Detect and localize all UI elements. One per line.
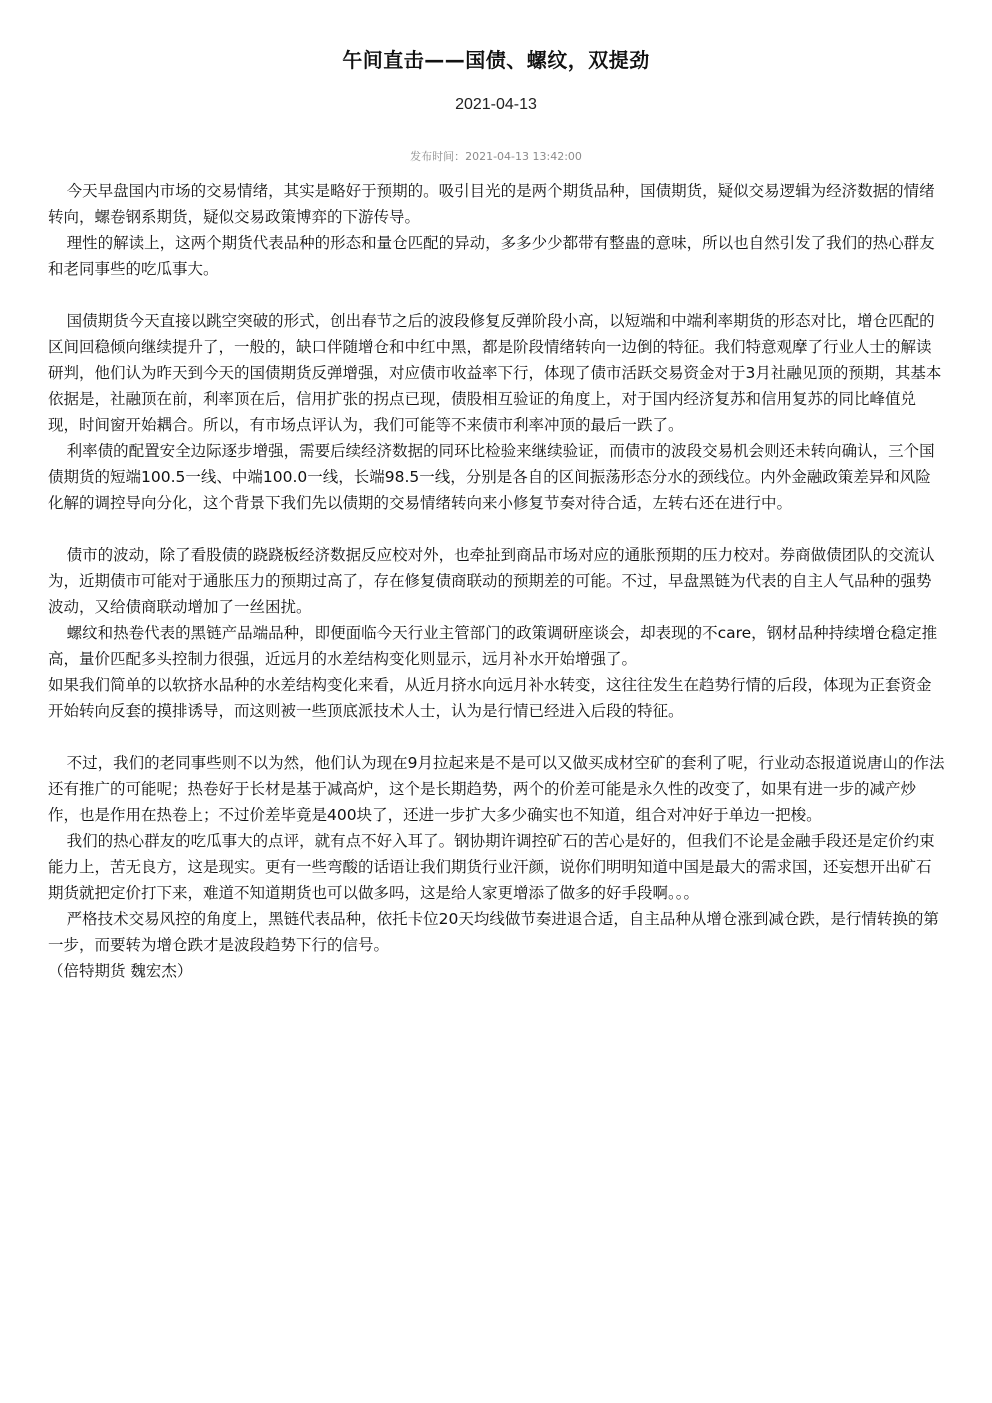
paragraph-5: 债市的波动，除了看股债的跷跷板经济数据反应校对外，也牵扯到商品市场对应的通胀预期的压力校对。券商做债团队的交流认为，近期债市可能对于通胀压力的预期过高了，存在修复债商联动的预期差的可能。不过，早盘黑链为代表的自主人气品种的强势波动，又给债商联动增加了一丝困扰。: [48, 546, 935, 616]
paragraph-4: 利率债的配置安全边际逐步增强，需要后续经济数据的同环比检验来继续验证，而债市的波段交易机会则还未转向确认，三个国债期货的短端100.5一线、中端100.0一线，长端98.5一线，分别是各自的区间振荡形态分水的颈线位。内外金融政策差异和风险化解的调控导向分化，这个背景下我们先以债期的交易情绪转向来小修复节奏对待合适，左转右还在进行中。: [48, 442, 935, 512]
publish-time: 发布时间：2021-04-13 13:42:00: [410, 150, 582, 163]
paragraph-10: 严格技术交易风控的角度上，黑链代表品种，依托卡位20天均线做节奏进退合适，自主品种从增仓涨到减仓跌，是行情转换的第一步，而要转为增仓跌才是波段趋势下行的信号。: [48, 910, 939, 954]
paragraph-2: 理性的解读上，这两个期货代表品种的形态和量仓匹配的异动，多多少少都带有整蛊的意味，所以也自然引发了我们的热心群友和老同事些的吃瓜事大。: [48, 234, 935, 278]
article-title: 午间直击——国债、螺纹，双提劲: [342, 48, 650, 72]
paragraph-spacer: [48, 516, 945, 542]
paragraph-1: 今天早盘国内市场的交易情绪，其实是略好于预期的。吸引目光的是两个期货品种，国债期货，疑似交易逻辑为经济数据的情绪转向，螺卷钢系期货，疑似交易政策博弈的下游传导。: [48, 182, 935, 226]
paragraph-6: 螺纹和热卷代表的黑链产品端品种，即便面临今天行业主管部门的政策调研座谈会，却表现的不care，钢材品种持续增仓稳定推高，量价匹配多头控制力很强，近远月的水差结构变化则显示，远月补水开始增强了。: [48, 624, 938, 668]
author-signature: （倍特期货 魏宏杰）: [48, 962, 193, 980]
paragraph-spacer: [48, 282, 945, 308]
paragraph-7: 如果我们简单的以软挤水品种的水差结构变化来看，从近月挤水向远月补水转变，这往往发生在趋势行情的后段，体现为正套资金开始转向反套的摸排诱导，而这则被一些顶底派技术人士，认为是行情已经进入后段的特征。: [48, 676, 932, 720]
article-date: 2021-04-13: [455, 96, 537, 113]
paragraph-3: 国债期货今天直接以跳空突破的形式，创出春节之后的波段修复反弹阶段小高，以短端和中端利率期货的形态对比，增仓匹配的区间回稳倾向继续提升了，一般的，缺口伴随增仓和中红中黑，都是阶段情绪转向一边倒的特征。我们特意观摩了行业人士的解读研判，他们认为昨天到今天的国债期货反弹增强，对应债市收益率下行，体现了债市活跃交易资金对于3月社融见顶的预期，其基本依据是，社融顶在前，利率顶在后，信用扩张的拐点已现，债股相互验证的角度上，对于国内经济复苏和信用复苏的同比峰值兑现，时间窗开始耦合。所以，有市场点评认为，我们可能等不来债市利率冲顶的最后一跌了。: [48, 312, 942, 434]
article-body: [48, 178, 945, 984]
paragraph-8: 不过，我们的老同事些则不以为然，他们认为现在9月拉起来是不是可以又做买成材空矿的套利了呢，行业动态报道说唐山的作法还有推广的可能呢；热卷好于长材是基于减高炉，这个是长期趋势，两个的价差可能是永久性的改变了，如果有进一步的减产炒作，也是作用在热卷上；不过价差毕竟是400块了，还进一步扩大多少确实也不知道，组合对冲好于单边一把梭。: [48, 754, 945, 824]
paragraph-9: 我们的热心群友的吃瓜事大的点评，就有点不好入耳了。钢协期许调控矿石的苦心是好的，但我们不论是金融手段还是定价约束能力上，苦无良方，这是现实。更有一些弯酸的话语让我们期货行业汗颜，说你们明明知道中国是最大的需求国，还妄想开出矿石期货就把定价打下来，难道不知道期货也可以做多吗，这是给人家更增添了做多的好手段啊。。。: [48, 832, 935, 902]
paragraph-spacer: [48, 724, 945, 750]
